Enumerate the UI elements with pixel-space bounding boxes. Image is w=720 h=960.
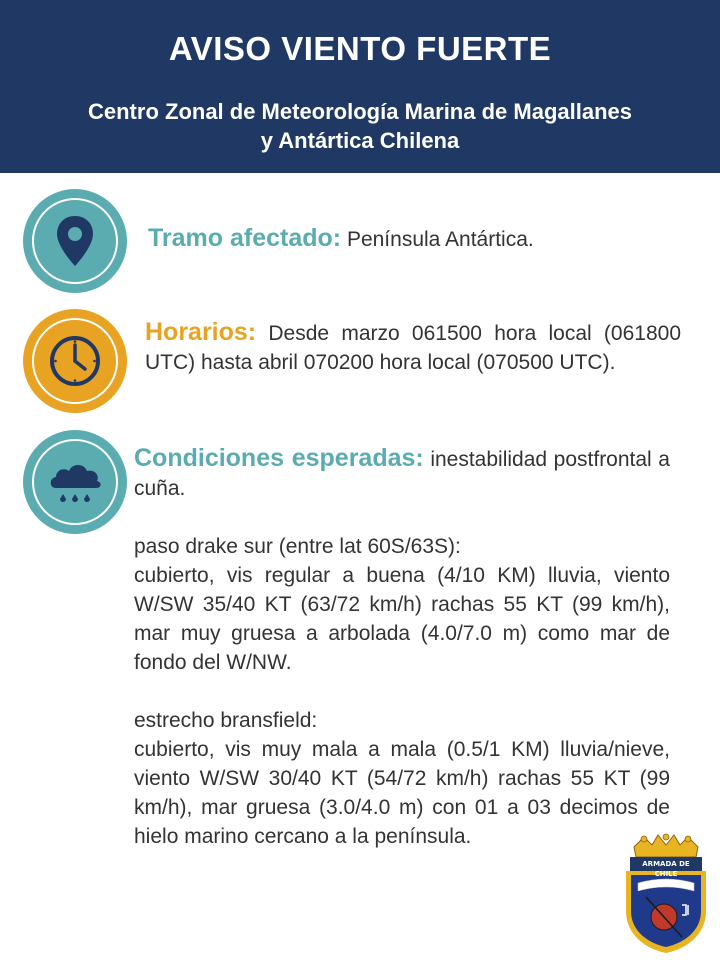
subtitle-line-1: Centro Zonal de Meteorología Marina de Magallanes bbox=[88, 99, 632, 124]
horarios-section bbox=[145, 318, 681, 377]
armada-de-chile-crest bbox=[622, 833, 710, 960]
zone1-text: cubierto, vis regular a buena (4/10 KM) lluvia, viento W/SW 35/40 KT (63/72 km/h) rachas 55 KT (99 km/h), mar muy gruesa a arbolada (4.0/7.0 m) como mar de fondo del W/NW. bbox=[134, 564, 670, 674]
condiciones-intro-text: inestabilidad postfrontal a cuña. bbox=[134, 448, 670, 500]
tramo-text: Península Antártica. bbox=[341, 228, 534, 251]
clock-icon bbox=[23, 309, 127, 413]
subtitle-line-2: y Antártica Chilena bbox=[260, 128, 460, 153]
header-banner bbox=[0, 0, 720, 173]
rain-cloud-icon bbox=[23, 430, 127, 534]
tramo-section bbox=[148, 224, 688, 254]
zone1-title: paso drake sur (entre lat 60S/63S): bbox=[134, 535, 461, 558]
page-subtitle bbox=[40, 97, 680, 155]
condiciones-intro bbox=[134, 444, 670, 503]
zone2-text: cubierto, vis muy mala a mala (0.5/1 KM) lluvia/nieve, viento W/SW 30/40 KT (54/72 km/h) rachas 55 KT (99 km/h), mar gruesa (3.0/4.0 m) con 01 a 03 decimos de hielo marino cercano a la península. bbox=[134, 738, 670, 848]
page-title: AVISO VIENTO FUERTE bbox=[168, 30, 552, 67]
location-pin-icon bbox=[23, 189, 127, 293]
crest-banner-text: ARMADA DE CHILE bbox=[642, 860, 690, 878]
tramo-label: Tramo afectado: bbox=[148, 224, 342, 252]
horarios-text: Desde marzo 061500 hora local (061800 UTC) hasta abril 070200 hora local (070500 UTC). bbox=[145, 322, 681, 374]
zone2-title: estrecho bransfield: bbox=[134, 709, 318, 732]
condiciones-section bbox=[134, 444, 670, 851]
condiciones-label: Condiciones esperadas: bbox=[134, 444, 424, 472]
horarios-label: Horarios: bbox=[145, 318, 257, 346]
